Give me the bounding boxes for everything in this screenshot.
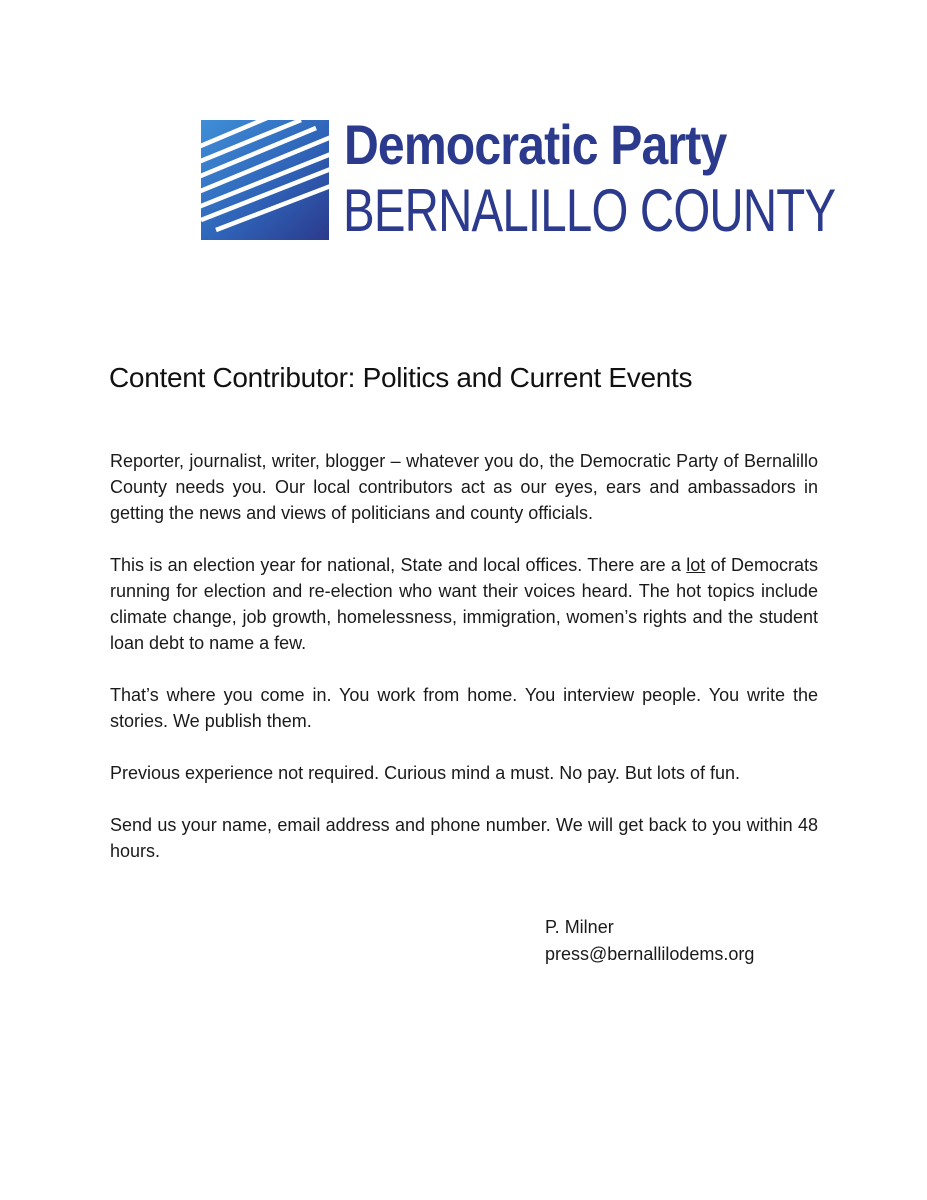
signature-email: press@bernallilodems.org xyxy=(545,944,755,964)
party-logo xyxy=(198,110,836,250)
paragraph-election-year-end: of Democrats running for election and re-election who want their voices heard. The hot topics include climate change, job growth, homelessness, immigration, women’s rights and the student loan debt to name a few. xyxy=(110,555,818,653)
paragraph-intro: Reporter, journalist, writer, blogger – whatever you do, the Democratic Party of Bernalillo County needs you. Our local contributors act as our eyes, ears and ambassadors in getting the news and views of politicians and county officials. xyxy=(110,451,818,523)
paragraph-role: That’s where you come in. You work from home. You interview people. You write the stories. We publish them. xyxy=(110,685,818,731)
logo-party-name: Democratic Party xyxy=(344,113,727,176)
paragraph-election-year-start: This is an election year for national, State and local offices. There are a xyxy=(110,555,687,575)
logo-county-name: BERNALILLO COUNTY xyxy=(343,177,836,244)
document-body xyxy=(110,448,818,890)
logo-stripes-icon xyxy=(201,120,329,240)
paragraph-requirements: Previous experience not required. Curious mind a must. No pay. But lots of fun. xyxy=(110,763,740,783)
page-title: Content Contributor: Politics and Current Events xyxy=(109,362,693,393)
paragraph-contact: Send us your name, email address and phone number. We will get back to you within 48 hours. xyxy=(110,815,818,861)
paragraph-election-year xyxy=(110,552,818,656)
signature-block xyxy=(545,914,754,968)
signature-name: P. Milner xyxy=(545,917,614,937)
underlined-word: lot xyxy=(686,555,706,575)
